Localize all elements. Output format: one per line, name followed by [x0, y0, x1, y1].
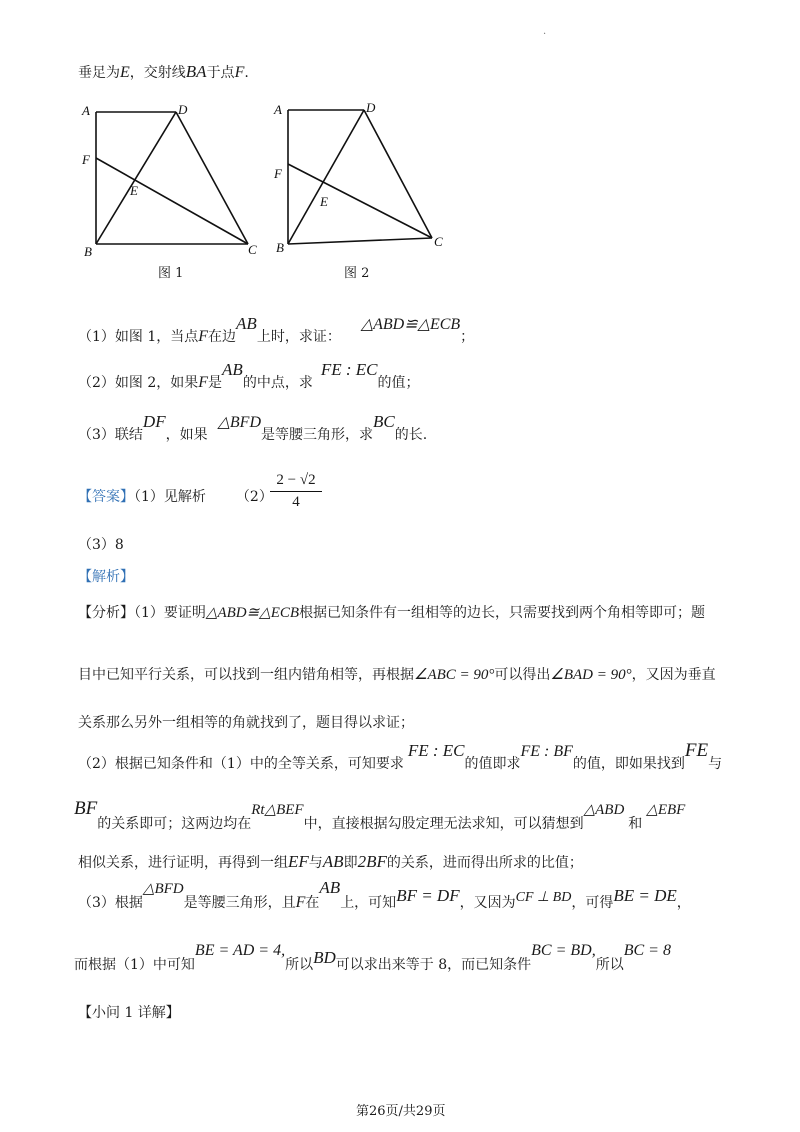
analysis-8d: 所以 [595, 957, 624, 973]
fig2-label-c: C [434, 234, 443, 249]
analysis-5c: 和 [628, 816, 643, 832]
page-footer: 第26页/共29页 [356, 1104, 446, 1119]
analysis-line-2 [78, 664, 716, 684]
q3-triangle-bfd: △BFD [217, 414, 261, 431]
q3-segment-df: DF [142, 412, 166, 431]
analysis-7-be-de: BE = DE [613, 886, 677, 905]
analysis-line-5 [74, 798, 686, 832]
analysis-1b: 根据已知条件有一组相等的边长，只需要找到两个角相等即可；题 [299, 605, 706, 621]
intro-text-4: . [244, 65, 249, 81]
point-e: E [120, 64, 130, 81]
q1-text-2: 在边 [208, 329, 237, 345]
analysis-8-bd: BD [313, 948, 336, 967]
analysis-1-congruence: △ABD≅△ECB [205, 605, 300, 621]
figure-2-svg [268, 98, 453, 258]
analysis-8-bc-8: BC = 8 [623, 942, 671, 959]
analysis-4d: 与 [708, 756, 723, 772]
analysis-tag: 【解析】 [78, 569, 134, 585]
figure-1 [80, 98, 260, 262]
analysis-6c: 即 [343, 855, 358, 871]
answer-2: （2） [235, 489, 273, 505]
q1-congruence: △ABD≌△ECB [360, 316, 461, 333]
figure-2 [268, 98, 453, 262]
question-1 [78, 314, 475, 345]
analysis-7-ab: AB [319, 878, 341, 897]
analysis-6-2bf: 2BF [357, 852, 387, 871]
q1-point-f: F [198, 328, 209, 345]
q3-text-2: ，如果 [165, 427, 208, 443]
top-mark: . [543, 26, 547, 37]
analysis-7c: 在 [305, 895, 320, 911]
analysis-6-ef: EF [288, 852, 309, 871]
analysis-line-7 [78, 878, 691, 911]
q2-text-3: 的中点，求 [242, 375, 313, 391]
q3-text-3: 是等腰三角形，求 [261, 427, 373, 443]
analysis-8b: 所以 [285, 957, 314, 973]
intro-text-2: ，交射线 [129, 65, 186, 81]
figure-1-svg [80, 98, 260, 258]
intro-line [78, 62, 249, 82]
analysis-5-abd: △ABD [583, 802, 625, 818]
q3-text: （3）联结 [78, 427, 143, 443]
answer-line [78, 486, 273, 506]
analysis-4-ratio-2: FE : BF [520, 743, 573, 760]
fraction-denominator: 4 [292, 494, 300, 510]
fraction-bar [270, 491, 322, 492]
analysis-7-bfd: △BFD [142, 881, 184, 897]
analysis-2a: 目中已知平行关系，可以找到一组内错角相等，再根据 [78, 667, 414, 683]
analysis-6b: 与 [308, 855, 323, 871]
q1-text-3: 上时，求证： [256, 329, 341, 345]
analysis-7-bf-df: BF = DF [396, 886, 460, 905]
fig2-label-b: B [276, 240, 284, 255]
ray-ba: BA [185, 62, 207, 81]
intro-text-3: 于点 [206, 65, 235, 81]
analysis-4-ratio-1: FE : EC [407, 741, 465, 760]
analysis-5a: 的关系即可；这两边均在 [97, 816, 252, 832]
fig2-label-f: F [274, 166, 282, 181]
analysis-line-8 [74, 940, 671, 973]
fig1-label-f: F [82, 152, 90, 167]
fig1-label-a: A [82, 103, 90, 118]
q1-side-ab: AB [236, 314, 257, 333]
analysis-7-perp: CF ⊥ BD [515, 890, 572, 905]
intro-text-1: 垂足为 [78, 65, 120, 81]
analysis-8-be-ad: BE = AD = 4, [194, 942, 286, 959]
q3-end: 的长. [394, 427, 428, 443]
fig1-label-c: C [248, 242, 257, 257]
answer-3: （3）8 [78, 537, 124, 553]
analysis-6-ab: AB [322, 852, 344, 871]
point-f: F [234, 64, 245, 81]
q3-side-bc: BC [373, 412, 395, 431]
figure-2-caption: 图 2 [344, 266, 370, 281]
analysis-2-angle-abc: ∠ABC = 90° [414, 667, 495, 683]
fig1-label-d: D [178, 102, 188, 117]
q2-point-f: F [198, 374, 209, 391]
q2-side-ab: AB [222, 360, 243, 379]
analysis-7b: 是等腰三角形，且 [183, 895, 296, 911]
answer-1: （1）见解析 [134, 489, 206, 505]
fraction-numerator: 2 − √2 [276, 472, 316, 488]
analysis-2c: ，又因为垂直 [631, 667, 716, 683]
analysis-5b: 中，直接根据勾股定理无法求知，可以猜想到 [303, 816, 584, 832]
analysis-7g: ， [676, 895, 691, 911]
analysis-7a: （3）根据 [78, 895, 143, 911]
subquestion-1-detail-heading: 【小问 1 详解】 [78, 1005, 180, 1021]
q2-text: （2）如图 2，如果 [78, 375, 199, 391]
q2-end: 的值； [377, 375, 420, 391]
analysis-7d: 上，可知 [340, 895, 397, 911]
answer-2-fraction [270, 472, 322, 511]
analysis-4-fe: FE [684, 740, 709, 761]
analysis-5-rt-triangle: Rt△BEF [251, 802, 304, 818]
analysis-6a: 相似关系，进行证明，再得到一组 [78, 855, 288, 871]
analysis-6d: 的关系，进而得出所求的比值； [386, 855, 583, 871]
fig2-label-d: D [366, 100, 376, 115]
analysis-4a: （2）根据已知条件和（1）中的全等关系，可知要求 [78, 756, 404, 772]
analysis-line-4 [78, 740, 723, 772]
fig1-label-e: E [130, 183, 138, 198]
answer-tag: 【答案】 [78, 489, 134, 505]
analysis-2b: 可以得出 [494, 667, 551, 683]
analysis-2-angle-bad: ∠BAD = 90° [550, 667, 632, 683]
q1-end: ； [460, 329, 475, 345]
analysis-5-bf: BF [74, 798, 98, 819]
fig1-label-b: B [84, 244, 92, 258]
question-3 [78, 412, 428, 443]
analysis-line-6 [78, 852, 583, 872]
q2-ratio: FE : EC [320, 360, 378, 379]
q2-text-2: 是 [208, 375, 223, 391]
analysis-line-1 [78, 602, 705, 622]
analysis-4b: 的值即求 [464, 756, 521, 772]
analysis-5-ebf: △EBF [646, 802, 686, 818]
analysis-8-bc-bd: BC = BD, [531, 942, 596, 959]
analysis-7e: ，又因为 [459, 895, 516, 911]
analysis-line-3: 关系那么另外一组相等的角就找到了，题目得以求证； [78, 715, 414, 731]
analysis-7f: ，可得 [571, 895, 614, 911]
figure-1-caption: 图 1 [158, 266, 184, 281]
analysis-7-point-f: F [295, 894, 306, 911]
analysis-4c: 的值，即如果找到 [572, 756, 685, 772]
q1-text: （1）如图 1，当点 [78, 329, 199, 345]
fig2-label-a: A [274, 102, 282, 117]
analysis-8a: 而根据（1）中可知 [74, 957, 195, 973]
fig2-label-e: E [320, 194, 328, 209]
analysis-1a: 【分析】（1）要证明 [78, 605, 206, 621]
question-2 [78, 360, 420, 391]
analysis-8c: 可以求出来等于 8，而已知条件 [335, 957, 532, 973]
